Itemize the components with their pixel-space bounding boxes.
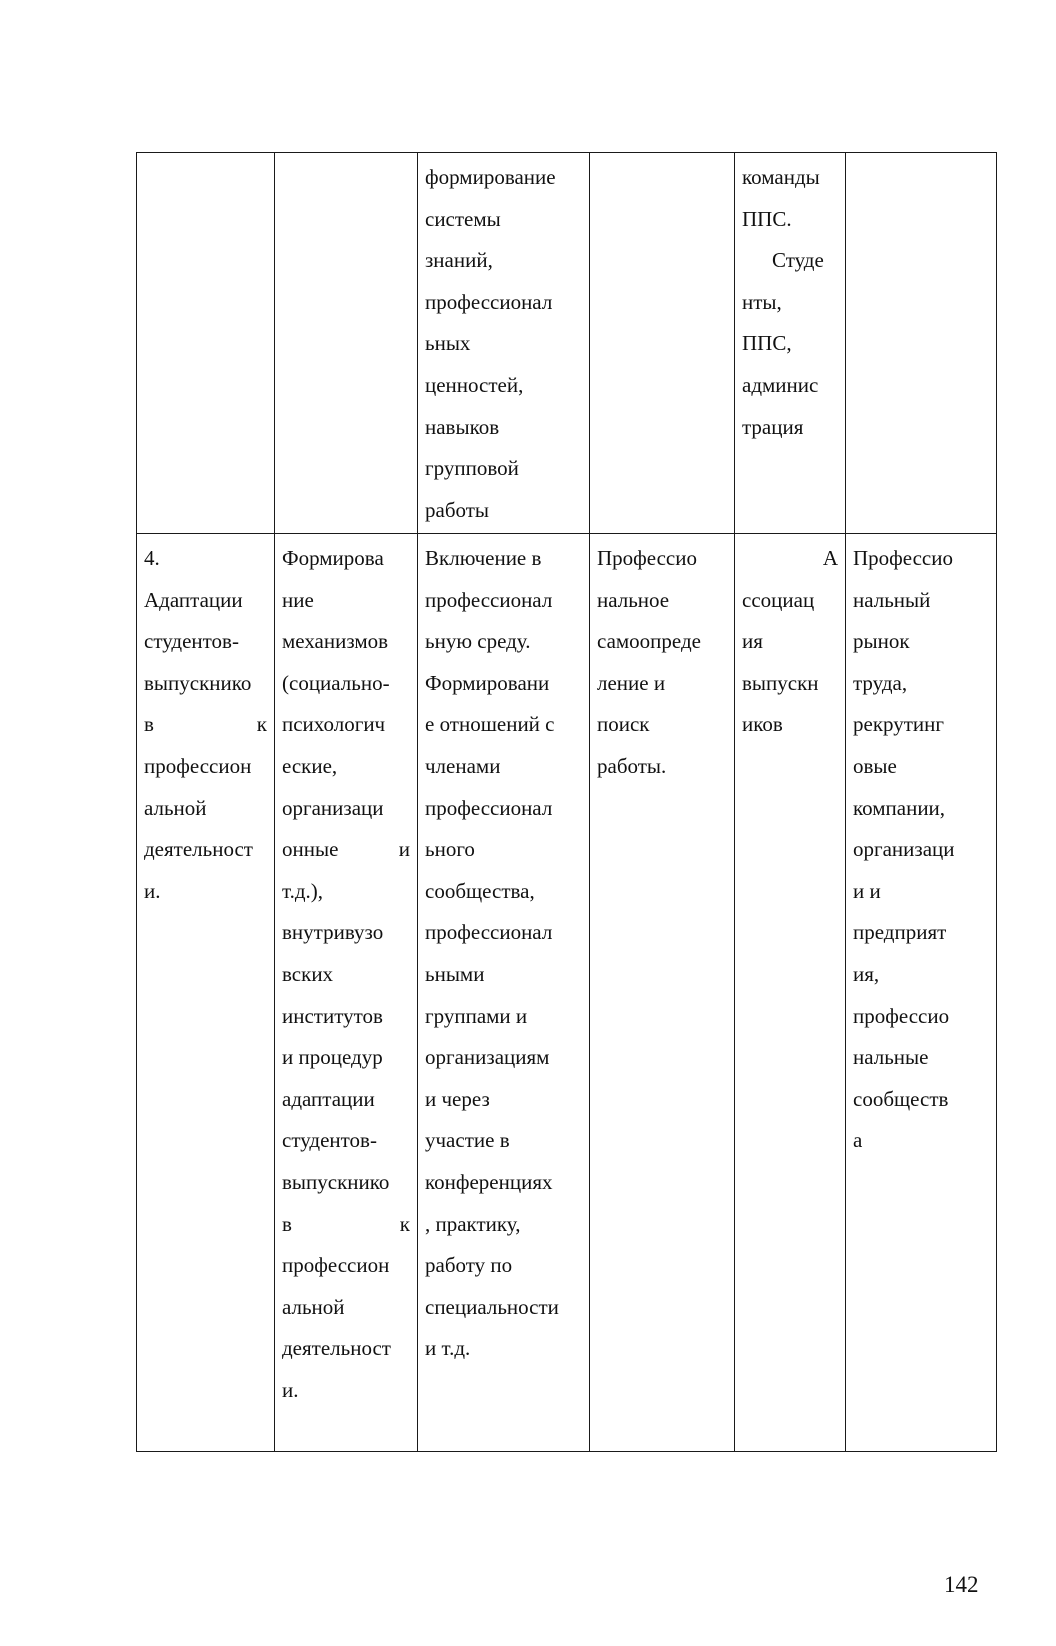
cell-text-line: (социально- [282, 670, 390, 695]
cell-text-line: поиск [597, 712, 650, 737]
table-cell-r1-c3 [418, 153, 590, 534]
cell-text-line: навыков [425, 414, 500, 439]
cell-text-line: работы [425, 497, 490, 522]
cell-text-line: выпускн [742, 670, 819, 695]
cell-text-line: сообществ [853, 1086, 949, 1111]
cell-text-line: профессионал [425, 587, 553, 612]
cell-text-line: и т.д. [425, 1336, 471, 1361]
cell-text-line: членами [425, 753, 501, 778]
table-cell-r1-c2 [275, 153, 418, 534]
cell-text-line: ия [742, 629, 763, 654]
cell-text-line: нты, [742, 289, 782, 314]
cell-text-line: группами и [425, 1003, 528, 1028]
cell-text-line: труда, [853, 670, 908, 695]
cell-text-line: студентов- [282, 1128, 377, 1153]
cell-text-line: и. [282, 1377, 299, 1402]
cell-text-line: психологич [282, 712, 386, 737]
cell-text-line: ия, [853, 961, 880, 986]
cell-text-line: 4. [144, 546, 160, 570]
table-row [137, 153, 997, 534]
cell-text-line: еские, [282, 753, 338, 778]
table-cell-r2-c6 [846, 534, 997, 1452]
cell-text-line: е отношений с [425, 712, 555, 737]
cell-text-line-justified [144, 704, 267, 746]
cell-text-line: нальный [853, 587, 931, 612]
cell-text-line: Включение в [425, 546, 542, 570]
cell-text-line: компании, [853, 795, 946, 820]
cell-text-line: ППС, [742, 331, 792, 356]
cell-text-line: ьными [425, 961, 485, 986]
cell-text-line: деятельност [144, 837, 253, 862]
page-number: 142 [944, 1572, 979, 1597]
cell-text-line: профессионал [425, 289, 553, 314]
cell-word: в [282, 1211, 292, 1236]
table-cell-r1-c4 [590, 153, 735, 534]
table-cell-r2-c5 [735, 534, 846, 1452]
cell-text-line: выпускнико [144, 670, 252, 695]
cell-text-line: предприят [853, 920, 947, 945]
cell-text-line: ление и [597, 670, 666, 695]
cell-text-line: работу по [425, 1253, 513, 1278]
cell-text-line: админис [742, 372, 819, 397]
cell-word: онные [282, 837, 339, 862]
cell-text-line: команды [742, 165, 820, 189]
cell-text-line: институтов [282, 1003, 383, 1028]
cell-text-line: внутривузо [282, 920, 384, 945]
cell-text-line: Адаптации [144, 587, 243, 612]
table-cell-r1-c5 [735, 153, 846, 534]
cell-text-line: формирование [425, 165, 556, 189]
cell-text-line: деятельност [282, 1336, 391, 1361]
cell-text-line: знаний, [425, 248, 493, 273]
cell-text-line: ьную среду. [425, 629, 531, 654]
cell-text-line: групповой [425, 456, 519, 481]
cell-text-line: ние [282, 587, 314, 612]
cell-text-line: и. [144, 878, 161, 903]
cell-text-line: ссоциац [742, 587, 815, 612]
cell-text-line: адаптации [282, 1086, 375, 1111]
cell-text-line: ьного [425, 837, 475, 862]
cell-text-line: нальное [597, 587, 670, 612]
cell-text-line: ценностей, [425, 372, 524, 397]
cell-text-line: рекрутинг [853, 712, 945, 737]
cell-text-line: работы. [597, 753, 667, 778]
cell-text-line-justified [282, 1204, 410, 1246]
cell-text-line: студентов- [144, 629, 239, 654]
cell-text-line: А [822, 546, 838, 570]
table-row [137, 534, 997, 1452]
cell-text-line: альной [144, 795, 207, 820]
cell-text-line: системы [425, 206, 501, 231]
table-cell-r1-c6 [846, 153, 997, 534]
table-cell-r2-c4 [590, 534, 735, 1452]
cell-text-line: , практику, [425, 1211, 521, 1236]
cell-word: к [256, 712, 267, 737]
cell-text-line: Формировани [425, 670, 550, 695]
table-cell-r2-c3 [418, 534, 590, 1452]
cell-text-line: механизмов [282, 629, 389, 654]
cell-text-line: профессионал [425, 795, 553, 820]
cell-text-line: специальности [425, 1294, 559, 1319]
cell-text-line: профессион [144, 753, 252, 778]
cell-text-line: Профессио [597, 546, 697, 570]
cell-text-line: Студе [772, 248, 824, 273]
cell-text-line: а [853, 1128, 863, 1153]
table-cell-r1-c1 [137, 153, 275, 534]
cell-text-line: сообщества, [425, 878, 535, 903]
cell-text-line: организаци [282, 795, 384, 820]
cell-text-line: Профессио [853, 546, 953, 570]
cell-word: в [144, 712, 154, 737]
cell-text-line: организациям [425, 1045, 550, 1070]
cell-text-line: профессио [853, 1003, 950, 1028]
cell-text-line: профессион [282, 1253, 390, 1278]
cell-text-line: овые [853, 753, 897, 778]
cell-text-line: выпускнико [282, 1169, 390, 1194]
cell-text-line: конференциях [425, 1169, 553, 1194]
cell-text-line: и через [425, 1086, 490, 1111]
cell-text-line: ьных [425, 331, 471, 356]
cell-text-line: Формирова [282, 546, 384, 570]
cell-text-line: участие в [425, 1128, 510, 1153]
cell-word: к [399, 1211, 410, 1236]
table-cell-r2-c2 [275, 534, 418, 1452]
cell-text-line: трация [742, 414, 804, 439]
cell-text-line: и процедур [282, 1045, 383, 1070]
cell-text-line-justified [282, 829, 410, 871]
cell-text-line: профессионал [425, 920, 553, 945]
cell-text-line: рынок [853, 629, 910, 654]
cell-text-line: нальные [853, 1045, 929, 1070]
document-table [136, 152, 997, 1452]
cell-text-line: вских [282, 961, 334, 986]
cell-text-line: самоопреде [597, 629, 701, 654]
table-cell-r2-c1 [137, 534, 275, 1452]
cell-text-line: и и [853, 878, 881, 903]
cell-text-line: альной [282, 1294, 345, 1319]
cell-text-line: организаци [853, 837, 955, 862]
cell-text-line: т.д.), [282, 878, 324, 903]
cell-word: и [398, 837, 410, 862]
cell-text-line: ППС. [742, 206, 792, 231]
cell-text-line: иков [742, 712, 783, 737]
